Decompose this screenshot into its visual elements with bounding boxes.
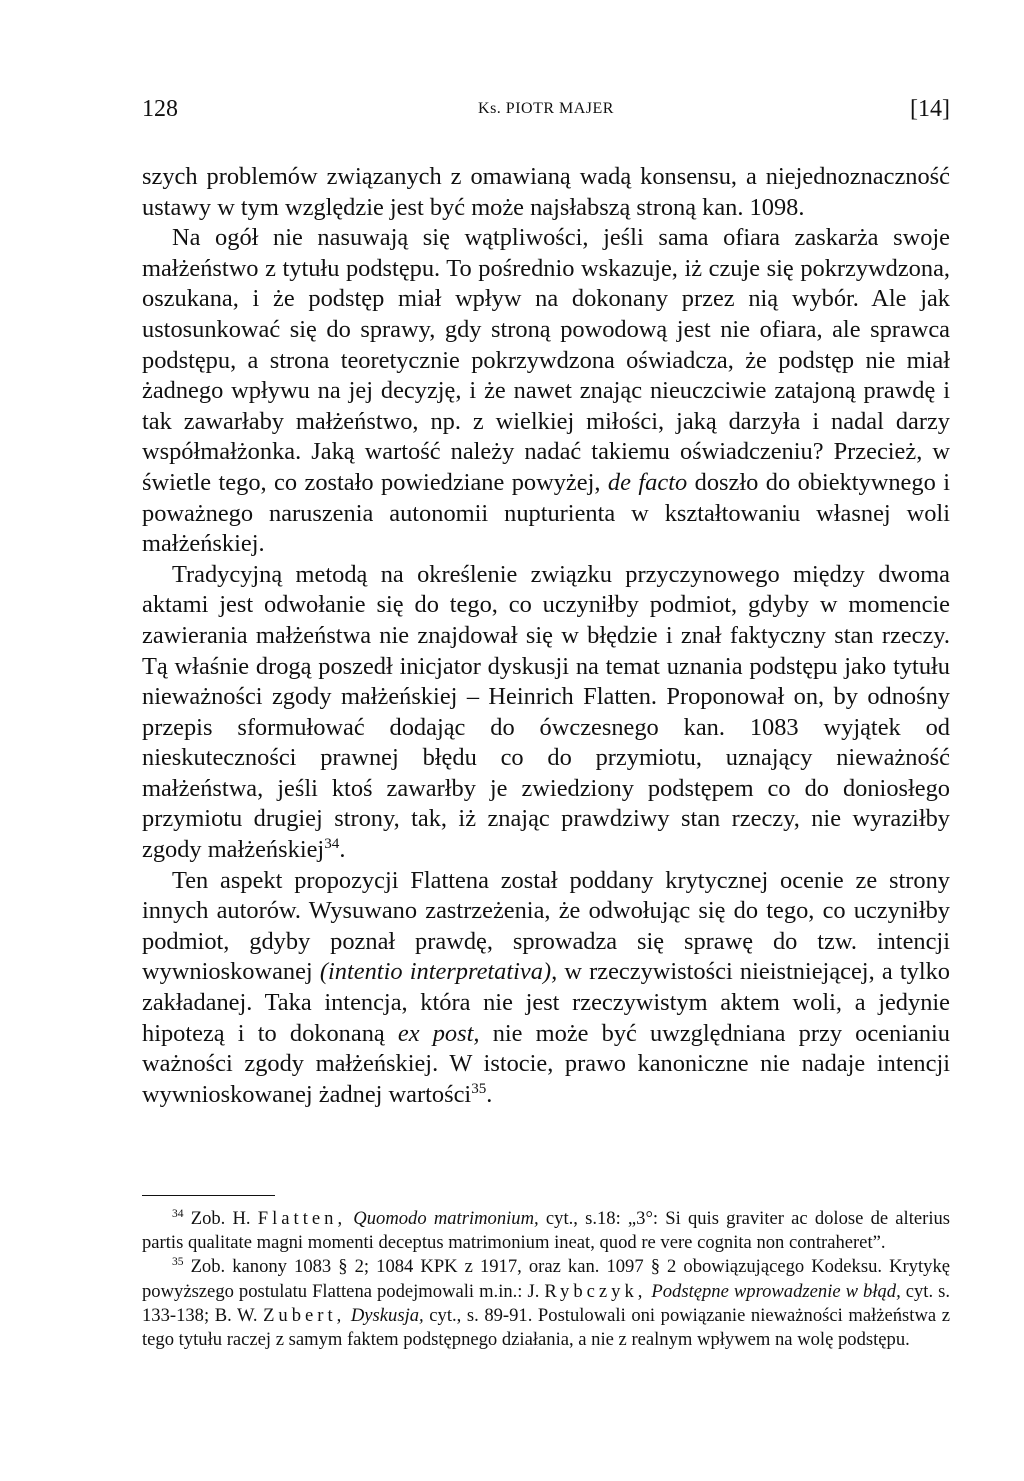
footnote-text: Zob. H.: [190, 1208, 251, 1229]
paragraph-text: Ten aspekt propozycji Flattena został poddany krytycznej ocenie ze strony innych autorów. Wysuwano zastrzeżenia, że odwołując się do tego, co uczyniłby podmiot, gdyby poznał prawdę, sprowadza się sprawę do tzw. intencji wywnioskowanej: [142, 866, 950, 986]
paragraph-4: [142, 866, 950, 1111]
paragraph-text: Tradycyjną metodą na określenie związku przyczynowego między dwoma aktami jest odwołanie się do tego, co uczyniłby podmiot, gdyby w momencie zawierania małżeństwa nie znajdował się w błędzie i znał faktyczny stan rzeczy. Tą właśnie drogą poszedł inicjator dyskusji na temat uznania podstępu jako tytułu nieważności zgody małżeńskiej – Heinrich Flatten. Proponował on, by odnośny przepis sformułować dodając do ówczesnego kan. 1083 wyjątek od nieskuteczności prawnej błędu co do przymiotu, uznający nieważność małżeństwa, jeśli ktoś zawarłby je zwiedziony podstępem co do doniosłego przymiotu drugiej strony, tak, iż znając prawdziwy stan rzeczy, nie wyraziłby zgody małżeńskiej: [142, 560, 950, 864]
italic-phrase: (intentio interpretativa),: [319, 958, 558, 986]
section-marker: [14]: [910, 96, 950, 122]
paragraph-text: Na ogół nie nasuwają się wątpliwości, jeśli sama ofiara zaskarża swoje małżeństwo z tytułu podstępu. To pośrednio wskazuje, iż czuje się pokrzywdzona, oszukana, i że podstęp miał wpływ na dokonany przez nią wybór. Ale jak ustosunkować się do sprawy, gdy stroną powodową jest nie ofiara, ale sprawca podstępu, a strona teoretycznie pokrzywdzona oświadcza, że podstęp nie miał żadnego wpływu na jej decyzję, i że nawet znając nieuczciwie zatajoną prawdę i tak zawarłaby małżeństwo, np. z wielkiej miłości, jaką darzyła i nadal darzy współmałżonka. Jaką wartość należy nadać takiemu oświadczeniu? Przecież, w świetle tego, co zostało powiedziane powyżej,: [142, 224, 950, 496]
paragraph-3: [142, 560, 950, 866]
sentence-end: .: [339, 836, 346, 864]
footnote-ref-34: 34: [324, 835, 340, 852]
footnote-text: cyt. s. 133-138; B. W.: [142, 1280, 951, 1326]
sentence-end: .: [486, 1080, 493, 1108]
paragraph-2: [142, 223, 950, 560]
italic-phrase: de: [607, 468, 631, 496]
footnote-text: cyt., s. 89-91. Postulowali oni powiązanie nieważności małżeństwa z tego tytułu raczej z samym faktem podstępnego działania, a nie z realnym wpływem na wolę podstępu.: [142, 1304, 950, 1351]
author-name: Rybczyk,: [544, 1280, 647, 1302]
running-title: Ks. PIOTR MAJER: [478, 100, 614, 117]
paragraph-text: w rzeczywistości nieistniejącej, a tylko zakładanej. Taka intencja, która nie jest rzeczywistym aktem woli, a jedynie hipotezą i to dokonaną: [142, 958, 950, 1047]
paragraph-1: [142, 162, 950, 223]
footnotes: [142, 1207, 950, 1352]
main-text: [142, 162, 950, 1110]
paragraph-text: nie może być uwzględniana przy ocenianiu ważności zgody małżeńskiej. W istocie, prawo kanoniczne nie nadaje intencji wywnioskowanej żadnej wartości: [142, 1019, 950, 1108]
italic-phrase: ex post,: [397, 1019, 480, 1047]
page-header: [142, 96, 950, 130]
paragraph-text: szych problemów związanych z omawianą wadą konsensu, a niejednoznaczność ustawy w tym względzie jest być może najsłabszą stroną kan. 1098.: [142, 163, 950, 221]
paragraph-text: doszło do obiektywnego i poważnego naruszenia autonomii nupturienta w kształtowaniu własnej woli małżeńskiej.: [142, 468, 950, 558]
work-title: Quomodo matrimonium,: [353, 1208, 539, 1229]
footnote-34: [142, 1207, 950, 1255]
footnote-text: cyt., s.18: „3°: Si quis graviter ac dolose de alterius partis qualitate magni momenti deceptus matrimonium ineat, quod re vere cognita non contraheret”.: [142, 1208, 951, 1254]
footnote-divider: [142, 1195, 275, 1196]
author-name: Zubert,: [263, 1304, 346, 1326]
footnote-ref-35: 35: [471, 1080, 487, 1097]
work-title: Dyskusja,: [350, 1304, 424, 1326]
page-number: 128: [142, 96, 178, 122]
footnote-text: Zob. kanony 1083 § 2; 1084 KPK z 1917, oraz kan. 1097 § 2 obowiązującego Kodeksu. Krytykę powyższego postulatu Flattena podejmowali m.in.: J.: [142, 1256, 950, 1302]
footnote-35: [142, 1255, 950, 1352]
work-title: Podstępne wprowadzenie w błąd,: [651, 1280, 901, 1302]
footnote-number: 34: [172, 1207, 184, 1220]
italic-phrase: facto: [638, 468, 688, 496]
author-name: Flatten,: [257, 1208, 347, 1229]
footnote-number: 35: [172, 1256, 184, 1269]
